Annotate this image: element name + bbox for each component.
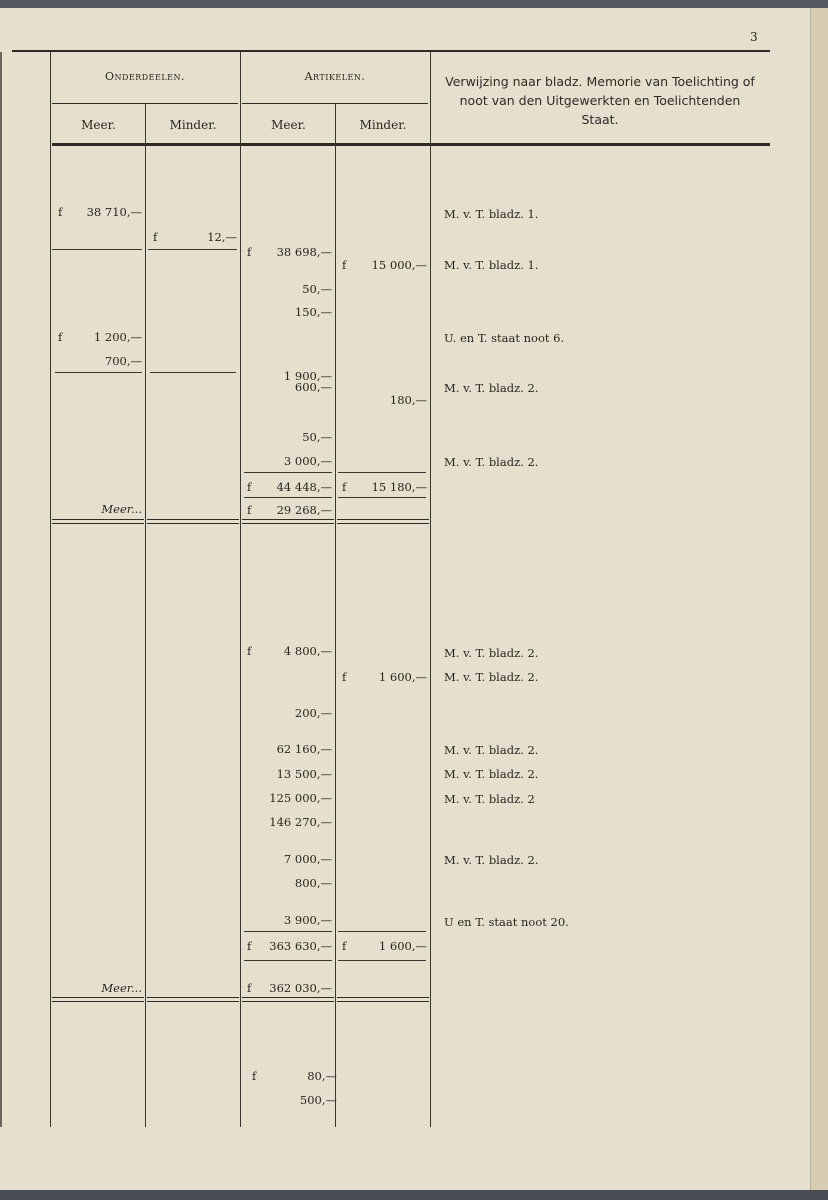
art-meer-value: 150,— xyxy=(294,305,332,319)
art-meer-total: 44 448,— xyxy=(276,480,332,494)
note-reference: M. v. T. bladz. 2. xyxy=(444,381,539,395)
note-reference: M. v. T. bladz. 2. xyxy=(444,767,539,781)
header-artikelen: Artikelen. xyxy=(304,70,366,83)
art-meer-value: 500,— xyxy=(299,1093,337,1107)
florin-sign: f xyxy=(247,245,252,259)
binding-edge xyxy=(0,52,2,1127)
ond-minder-value: 12,— xyxy=(207,230,237,244)
art-meer-total: 363 630,— xyxy=(269,939,332,953)
art-meer-value: 62 160,— xyxy=(276,742,332,756)
col-rule-2 xyxy=(145,104,146,1127)
art-meer-value: 13 500,— xyxy=(276,767,332,781)
page-right-edge xyxy=(810,8,828,1190)
double-rule xyxy=(147,997,239,1002)
sum-rule xyxy=(338,497,426,498)
sum-rule xyxy=(338,960,426,961)
sum-rule xyxy=(148,249,237,250)
scan-top-edge xyxy=(0,0,828,8)
florin-sign: f xyxy=(247,480,252,494)
florin-sign: f xyxy=(247,503,252,517)
florin-sign: f xyxy=(247,644,252,658)
header-ond-meer: Meer. xyxy=(81,118,116,132)
note-reference: M. v. T. bladz. 2. xyxy=(444,670,539,684)
art-meer-value: 7 000,— xyxy=(283,852,332,866)
art-meer-value: 600,— xyxy=(294,380,332,394)
ond-meer-value: 1 200,— xyxy=(93,330,142,344)
meer-label: Meer... xyxy=(101,502,142,516)
florin-sign: f xyxy=(252,1069,257,1083)
sum-rule xyxy=(55,372,142,373)
art-minder-total: 1 600,— xyxy=(378,939,427,953)
ond-meer-value: 700,— xyxy=(104,354,142,368)
art-meer-value: 3 900,— xyxy=(283,913,332,927)
florin-sign: f xyxy=(58,205,63,219)
sum-rule xyxy=(244,472,332,473)
sum-rule xyxy=(244,960,332,961)
double-rule xyxy=(337,519,429,524)
note-reference: M. v. T. bladz. 2. xyxy=(444,743,539,757)
art-meer-value: 50,— xyxy=(302,282,332,296)
art-meer-value: 4 800,— xyxy=(283,644,332,658)
art-minder-total: 15 180,— xyxy=(371,480,427,494)
art-meer-value: 3 000,— xyxy=(283,454,332,468)
header-bottom-rule xyxy=(52,143,770,146)
col-rule-4 xyxy=(335,104,336,1127)
header-onderdeelen: Onderdeelen. xyxy=(104,70,186,83)
sum-rule xyxy=(338,931,426,932)
sum-rule xyxy=(52,249,142,250)
double-rule xyxy=(147,519,239,524)
florin-sign: f xyxy=(153,230,158,244)
art-meer-saldo: 362 030,— xyxy=(269,981,332,995)
header-art-meer: Meer. xyxy=(271,118,306,132)
col-rule-3 xyxy=(240,52,241,1127)
header-ond-minder: Minder. xyxy=(169,118,217,132)
meer-label: Meer... xyxy=(101,981,142,995)
art-meer-value: 80,— xyxy=(307,1069,337,1083)
scan-bottom-edge xyxy=(0,1190,828,1200)
double-rule xyxy=(242,997,334,1002)
florin-sign: f xyxy=(342,670,347,684)
note-reference: M. v. T. bladz. 2. xyxy=(444,853,539,867)
florin-sign: f xyxy=(342,939,347,953)
header-art-minder: Minder. xyxy=(359,118,407,132)
florin-sign: f xyxy=(342,258,347,272)
art-meer-value: 200,— xyxy=(294,706,332,720)
note-reference: M. v. T. bladz. 2. xyxy=(444,455,539,469)
double-rule xyxy=(242,519,334,524)
note-reference: M. v. T. bladz. 1. xyxy=(444,258,539,272)
art-meer-value: 146 270,— xyxy=(269,815,332,829)
top-rule xyxy=(12,50,770,52)
florin-sign: f xyxy=(342,480,347,494)
sum-rule xyxy=(338,472,426,473)
note-reference: U en T. staat noot 20. xyxy=(444,915,569,929)
note-reference: M. v. T. bladz. 2. xyxy=(444,646,539,660)
col-rule-1 xyxy=(50,52,51,1127)
ond-meer-value: 38 710,— xyxy=(86,205,142,219)
art-minder-value: 1 600,— xyxy=(378,670,427,684)
sum-rule xyxy=(244,497,332,498)
double-rule xyxy=(337,997,429,1002)
art-minder-value: 15 000,— xyxy=(371,258,427,272)
double-rule xyxy=(52,519,144,524)
double-rule xyxy=(52,997,144,1002)
art-meer-value: 50,— xyxy=(302,430,332,444)
note-reference: U. en T. staat noot 6. xyxy=(444,331,565,345)
art-meer-value: 800,— xyxy=(294,876,332,890)
art-meer-value: 38 698,— xyxy=(276,245,332,259)
florin-sign: f xyxy=(58,330,63,344)
note-reference: M. v. T. bladz. 1. xyxy=(444,207,539,221)
note-reference: M. v. T. bladz. 2 xyxy=(444,792,535,806)
header-verwijzing: Verwijzing naar bladz. Memorie van Toelichting of noot van den Uitgewerkten en Toelichtenden Staat. xyxy=(445,74,755,127)
page-number: 3 xyxy=(750,30,758,44)
art-meer-value: 1 900,— xyxy=(283,369,332,383)
col-rule-5 xyxy=(430,52,431,1127)
florin-sign: f xyxy=(247,981,252,995)
florin-sign: f xyxy=(247,939,252,953)
art-meer-saldo: 29 268,— xyxy=(276,503,332,517)
art-meer-value: 125 000,— xyxy=(269,791,332,805)
art-minder-value: 180,— xyxy=(389,393,427,407)
sum-rule xyxy=(150,372,236,373)
sum-rule xyxy=(244,931,332,932)
